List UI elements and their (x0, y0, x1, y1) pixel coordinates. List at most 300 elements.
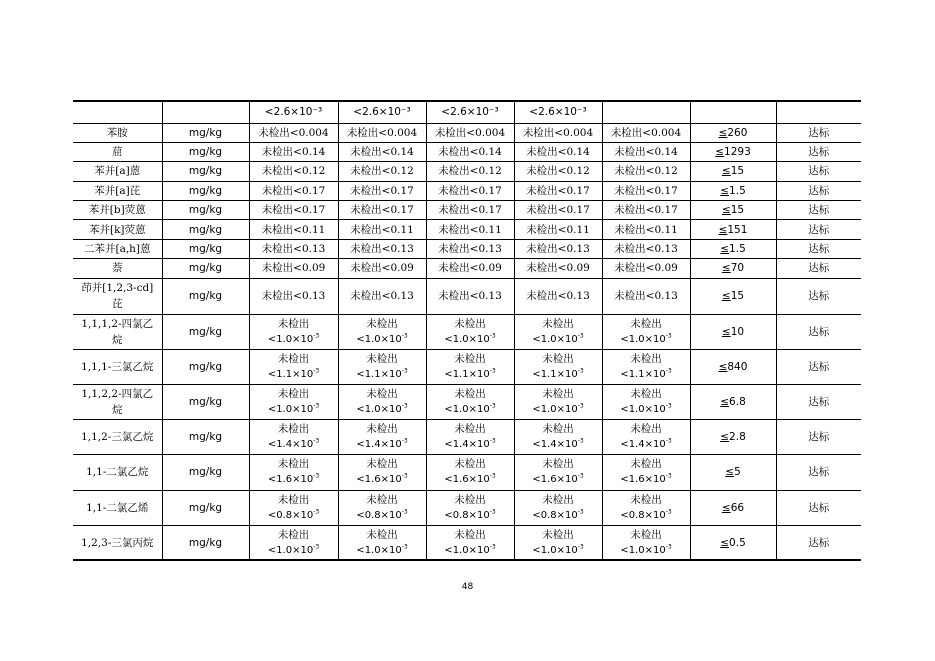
value-exponent: -3 (313, 332, 320, 340)
value-exponent: -3 (489, 332, 496, 340)
value-mantissa: <0.8×10 (532, 509, 578, 521)
value-exponent: -3 (665, 473, 672, 481)
value-exponent: -3 (489, 508, 496, 516)
value-cell: 未检出<0.09 (602, 259, 690, 278)
unit-cell: mg/kg (162, 525, 249, 560)
limit-prefix: ≤ (718, 223, 728, 236)
unit-cell: mg/kg (162, 259, 249, 278)
value-number (251, 402, 337, 418)
value-mantissa: <1.4×10 (356, 439, 402, 451)
value-label: 未检出 (366, 458, 398, 471)
value-mantissa: <1.0×10 (620, 544, 666, 556)
limit-prefix: ≤ (721, 325, 731, 338)
unit-cell: mg/kg (162, 162, 249, 181)
value-cell (338, 349, 426, 384)
value-number (340, 543, 425, 559)
value-cell (249, 385, 338, 420)
value-cell: 未检出<0.09 (426, 259, 514, 278)
limit-value: 66 (730, 501, 745, 514)
value-cell (338, 420, 426, 455)
value-number (604, 367, 689, 383)
value-cell: 未检出<0.17 (426, 181, 514, 200)
value-cell: 未检出<0.17 (338, 181, 426, 200)
table-row (73, 220, 861, 239)
value-exponent: -3 (577, 437, 584, 445)
limit-value: 1293 (724, 146, 751, 159)
value-cell: 未检出<0.004 (602, 123, 690, 142)
limit-prefix: ≤ (718, 360, 728, 373)
value-cell (249, 490, 338, 525)
value-mantissa: <1.6×10 (267, 474, 314, 486)
value-exponent: -3 (489, 402, 496, 410)
value-cell (249, 525, 338, 560)
table-row (73, 162, 861, 181)
value-exponent: -3 (489, 473, 496, 481)
value-cell: 未检出<0.17 (426, 201, 514, 220)
value-cell (426, 490, 514, 525)
value-label: 未检出 (454, 388, 486, 401)
limit-prefix: ≤ (720, 396, 730, 409)
result-cell: 达标 (776, 455, 861, 490)
value-mantissa: <1.0×10 (620, 333, 666, 345)
result-cell: 达标 (776, 525, 861, 560)
result-cell: 达标 (776, 259, 861, 278)
value-mantissa: <1.1×10 (356, 368, 402, 380)
value-cell (426, 314, 514, 349)
value-mantissa: <0.8×10 (444, 509, 490, 521)
value-mantissa: <1.0×10 (444, 544, 490, 556)
value-number (604, 543, 689, 559)
value-cell (426, 525, 514, 560)
value-mantissa: <1.6×10 (532, 474, 578, 486)
value-label: 未检出 (454, 528, 486, 541)
result-cell: 达标 (776, 220, 861, 239)
value-exponent: -3 (577, 543, 584, 551)
value-exponent: -3 (401, 332, 408, 340)
value-cell (514, 490, 602, 525)
value-number (604, 508, 689, 524)
limit-value: 151 (727, 223, 748, 236)
value-exponent: -3 (577, 473, 584, 481)
value-cell (602, 525, 690, 560)
value-label: 未检出 (454, 458, 486, 471)
result-cell: 达标 (776, 349, 861, 384)
substance-name: 苯并[a]蒽 (73, 162, 162, 181)
table-row (73, 278, 861, 314)
value-cell: 未检出<0.11 (514, 220, 602, 239)
value-mantissa: <1.4×10 (620, 439, 666, 451)
value-number (428, 543, 513, 559)
substance-name: 1,1,2-三氯乙烷 (73, 420, 162, 455)
table-row (73, 239, 861, 258)
limit-cell (690, 349, 776, 384)
table-row (73, 142, 861, 161)
value-exponent: -3 (665, 402, 672, 410)
value-label: 未检出 (366, 317, 398, 330)
value-mantissa: <1.4×10 (444, 439, 490, 451)
value-label: 未检出 (277, 493, 310, 506)
value-mantissa: <1.6×10 (356, 474, 402, 486)
value-cell: 未检出<0.13 (249, 239, 338, 258)
limit-prefix: ≤ (725, 466, 735, 479)
value-number (604, 472, 689, 488)
value-number (251, 367, 337, 383)
table-row (73, 349, 861, 384)
value-cell: 未检出<0.09 (514, 259, 602, 278)
value-mantissa: <1.1×10 (620, 368, 666, 380)
value-number (251, 543, 337, 559)
value-cell (602, 420, 690, 455)
limit-prefix: ≤ (721, 165, 731, 178)
value-cell (514, 314, 602, 349)
result-cell: 达标 (776, 123, 861, 142)
substance-name: 1,1,1,2-四氯乙烷 (73, 314, 162, 349)
limit-prefix: ≤ (720, 243, 730, 256)
value-mantissa: <1.0×10 (532, 544, 578, 556)
value-number (516, 367, 601, 383)
value-number (428, 508, 513, 524)
value-mantissa: <1.0×10 (267, 333, 314, 345)
unit-cell: mg/kg (162, 314, 249, 349)
result-cell: 达标 (776, 385, 861, 420)
value-mantissa: <1.0×10 (532, 404, 578, 416)
value-label: 未检出 (542, 493, 574, 506)
value-cell: 未检出<0.13 (426, 278, 514, 314)
limit-value: 10 (730, 325, 745, 338)
value-cell: 未检出<0.17 (338, 201, 426, 220)
value-cell: 未检出<0.17 (514, 181, 602, 200)
value-cell: 未检出<0.004 (249, 123, 338, 142)
limit-value: 5 (734, 466, 741, 479)
value-number (428, 332, 513, 348)
value-cell (249, 349, 338, 384)
limit-cell (690, 142, 776, 161)
value-cell (426, 349, 514, 384)
value-label: 未检出 (630, 493, 662, 506)
value-mantissa: <1.0×10 (267, 544, 314, 556)
value-cell (338, 385, 426, 420)
value-cell: 未检出<0.09 (249, 259, 338, 278)
table-cell (162, 101, 249, 123)
limit-cell (690, 259, 776, 278)
value-cell: 未检出<0.17 (602, 201, 690, 220)
substance-name: 萘 (73, 259, 162, 278)
value-cell: 未检出<0.13 (514, 278, 602, 314)
limit-cell (690, 220, 776, 239)
value-exponent: -3 (665, 437, 672, 445)
value-label: 未检出 (366, 423, 398, 436)
value-cell: 未检出<0.12 (514, 162, 602, 181)
value-cell (426, 385, 514, 420)
value-mantissa: <1.6×10 (620, 474, 666, 486)
value-label: 未检出 (454, 423, 486, 436)
table-row (73, 385, 861, 420)
value-cell: 未检出<0.13 (602, 239, 690, 258)
value-label: 未检出 (277, 317, 310, 330)
table-row (73, 123, 861, 142)
result-cell: 达标 (776, 181, 861, 200)
value-label: 未检出 (630, 317, 662, 330)
value-mantissa: <1.0×10 (532, 333, 578, 345)
value-exponent: -3 (313, 473, 320, 481)
value-mantissa: <1.1×10 (444, 368, 490, 380)
limit-value: 15 (730, 165, 745, 178)
table-cell: <2.6×10⁻³ (249, 101, 338, 123)
substance-name: 苯胺 (73, 123, 162, 142)
value-label: 未检出 (542, 388, 574, 401)
value-label: 未检出 (277, 352, 310, 365)
substance-name: 苯并[a]芘 (73, 181, 162, 200)
value-number (340, 508, 425, 524)
result-cell: 达标 (776, 162, 861, 181)
value-mantissa: <1.4×10 (267, 439, 314, 451)
value-cell (602, 455, 690, 490)
value-cell (602, 349, 690, 384)
value-cell (514, 455, 602, 490)
substance-name: 1,1-二氯乙烯 (73, 490, 162, 525)
table-row (73, 490, 861, 525)
value-mantissa: <0.8×10 (620, 509, 666, 521)
value-cell: 未检出<0.17 (514, 201, 602, 220)
value-number (340, 367, 425, 383)
value-exponent: -3 (401, 367, 408, 375)
value-exponent: -3 (313, 508, 320, 516)
substance-name: 苯并[b]荧蒽 (73, 201, 162, 220)
limit-cell (690, 385, 776, 420)
value-cell: 未检出<0.004 (426, 123, 514, 142)
value-cell (249, 455, 338, 490)
value-cell: 未检出<0.17 (249, 201, 338, 220)
value-cell (249, 420, 338, 455)
table-cell (73, 101, 162, 123)
value-exponent: -3 (665, 543, 672, 551)
value-cell (514, 420, 602, 455)
value-cell: 未检出<0.14 (426, 142, 514, 161)
value-mantissa: <1.0×10 (356, 544, 402, 556)
value-number (251, 332, 337, 348)
value-exponent: -3 (665, 332, 672, 340)
result-cell: 达标 (776, 239, 861, 258)
value-label: 未检出 (454, 317, 486, 330)
value-number (516, 437, 601, 453)
value-exponent: -3 (313, 437, 320, 445)
value-cell (426, 420, 514, 455)
value-cell (426, 455, 514, 490)
value-mantissa: <0.8×10 (267, 509, 314, 521)
value-exponent: -3 (489, 437, 496, 445)
value-label: 未检出 (277, 458, 310, 471)
value-number (516, 332, 601, 348)
value-cell: 未检出<0.12 (249, 162, 338, 181)
value-exponent: -3 (577, 332, 584, 340)
limit-value: 15 (730, 290, 745, 303)
value-number (516, 543, 601, 559)
value-cell (249, 314, 338, 349)
value-cell: 未检出<0.14 (249, 142, 338, 161)
value-cell: 未检出<0.11 (426, 220, 514, 239)
table-cell (776, 101, 861, 123)
substance-name: 1,1,2,2-四氯乙烷 (73, 385, 162, 420)
limit-value: 1.5 (729, 184, 746, 197)
value-mantissa: <1.1×10 (532, 368, 578, 380)
value-number (604, 332, 689, 348)
value-cell: 未检出<0.17 (602, 181, 690, 200)
value-label: 未检出 (277, 528, 310, 541)
limit-value: 70 (730, 262, 745, 275)
value-cell: 未检出<0.13 (426, 239, 514, 258)
substance-name: 䓛 (73, 142, 162, 161)
limit-cell (690, 123, 776, 142)
value-label: 未检出 (630, 388, 662, 401)
table-row (73, 259, 861, 278)
value-label: 未检出 (630, 423, 662, 436)
table-cell: <2.6×10⁻³ (426, 101, 514, 123)
value-exponent: -3 (313, 402, 320, 410)
value-cell: 未检出<0.12 (338, 162, 426, 181)
value-label: 未检出 (630, 458, 662, 471)
value-label: 未检出 (630, 528, 662, 541)
value-exponent: -3 (665, 508, 672, 516)
value-cell: 未检出<0.13 (514, 239, 602, 258)
value-exponent: -3 (401, 508, 408, 516)
value-label: 未检出 (366, 528, 398, 541)
value-mantissa: <1.4×10 (532, 439, 578, 451)
value-label: 未检出 (366, 352, 398, 365)
value-label: 未检出 (542, 423, 574, 436)
table-row (73, 201, 861, 220)
value-mantissa: <1.0×10 (444, 333, 490, 345)
value-exponent: -3 (665, 367, 672, 375)
value-exponent: -3 (577, 402, 584, 410)
value-number (428, 367, 513, 383)
table-row (73, 455, 861, 490)
value-cell (602, 490, 690, 525)
unit-cell: mg/kg (162, 349, 249, 384)
value-number (251, 437, 337, 453)
limit-cell (690, 490, 776, 525)
value-label: 未检出 (454, 493, 486, 506)
value-label: 未检出 (542, 352, 574, 365)
value-mantissa: <1.1×10 (267, 368, 314, 380)
unit-cell: mg/kg (162, 455, 249, 490)
value-cell: 未检出<0.17 (249, 181, 338, 200)
value-label: 未检出 (366, 493, 398, 506)
value-mantissa: <0.8×10 (356, 509, 402, 521)
limit-value: 6.8 (729, 396, 746, 409)
value-mantissa: <1.0×10 (267, 404, 314, 416)
value-cell: 未检出<0.004 (338, 123, 426, 142)
result-cell: 达标 (776, 142, 861, 161)
value-mantissa: <1.0×10 (620, 404, 666, 416)
value-exponent: -3 (401, 402, 408, 410)
value-cell (338, 525, 426, 560)
value-label: 未检出 (542, 458, 574, 471)
value-label: 未检出 (542, 528, 574, 541)
limit-value: 260 (727, 126, 748, 139)
unit-cell: mg/kg (162, 181, 249, 200)
substance-name: 茚并[1,2,3-cd]芘 (73, 278, 162, 314)
value-exponent: -3 (313, 543, 320, 551)
value-cell: 未检出<0.004 (514, 123, 602, 142)
value-cell: 未检出<0.13 (602, 278, 690, 314)
value-number (604, 402, 689, 418)
value-cell: 未检出<0.11 (249, 220, 338, 239)
table-row-continued (73, 101, 861, 123)
value-mantissa: <1.0×10 (356, 404, 402, 416)
limit-cell (690, 278, 776, 314)
value-number (428, 472, 513, 488)
unit-cell: mg/kg (162, 278, 249, 314)
unit-cell: mg/kg (162, 490, 249, 525)
value-mantissa: <1.0×10 (444, 404, 490, 416)
limit-prefix: ≤ (721, 262, 731, 275)
limit-prefix: ≤ (721, 501, 731, 514)
value-label: 未检出 (542, 317, 574, 330)
result-cell: 达标 (776, 278, 861, 314)
table-row (73, 525, 861, 560)
value-number (251, 472, 337, 488)
value-cell (338, 455, 426, 490)
table-cell: <2.6×10⁻³ (514, 101, 602, 123)
value-number (516, 402, 601, 418)
table-cell (690, 101, 776, 123)
value-mantissa: <1.6×10 (444, 474, 490, 486)
value-exponent: -3 (313, 367, 320, 375)
value-label: 未检出 (277, 423, 310, 436)
value-number (340, 437, 425, 453)
result-cell: 达标 (776, 420, 861, 455)
result-cell: 达标 (776, 490, 861, 525)
substance-name: 苯并[k]荧蒽 (73, 220, 162, 239)
limit-value: 0.5 (729, 536, 746, 549)
unit-cell: mg/kg (162, 420, 249, 455)
value-cell (338, 314, 426, 349)
value-cell (514, 349, 602, 384)
value-number (516, 472, 601, 488)
value-cell (514, 385, 602, 420)
substance-name: 1,2,3-三氯丙烷 (73, 525, 162, 560)
limit-cell (690, 181, 776, 200)
value-number (251, 508, 337, 524)
value-cell (338, 490, 426, 525)
substance-name: 1,1,1-三氯乙烷 (73, 349, 162, 384)
value-cell: 未检出<0.12 (426, 162, 514, 181)
value-number (604, 437, 689, 453)
value-cell: 未检出<0.09 (338, 259, 426, 278)
value-exponent: -3 (577, 367, 584, 375)
unit-cell: mg/kg (162, 201, 249, 220)
limit-prefix: ≤ (720, 536, 730, 549)
unit-cell: mg/kg (162, 123, 249, 142)
result-cell: 达标 (776, 201, 861, 220)
value-number (428, 437, 513, 453)
table-row (73, 314, 861, 349)
value-label: 未检出 (630, 352, 662, 365)
limit-prefix: ≤ (715, 146, 725, 159)
result-cell: 达标 (776, 314, 861, 349)
limit-cell (690, 455, 776, 490)
value-cell: 未检出<0.12 (602, 162, 690, 181)
value-cell: 未检出<0.14 (514, 142, 602, 161)
limit-cell (690, 239, 776, 258)
unit-cell: mg/kg (162, 220, 249, 239)
value-cell: 未检出<0.14 (602, 142, 690, 161)
limit-prefix: ≤ (718, 126, 728, 139)
value-exponent: -3 (577, 508, 584, 516)
value-number (516, 508, 601, 524)
value-cell: 未检出<0.11 (602, 220, 690, 239)
limit-prefix: ≤ (720, 431, 730, 444)
